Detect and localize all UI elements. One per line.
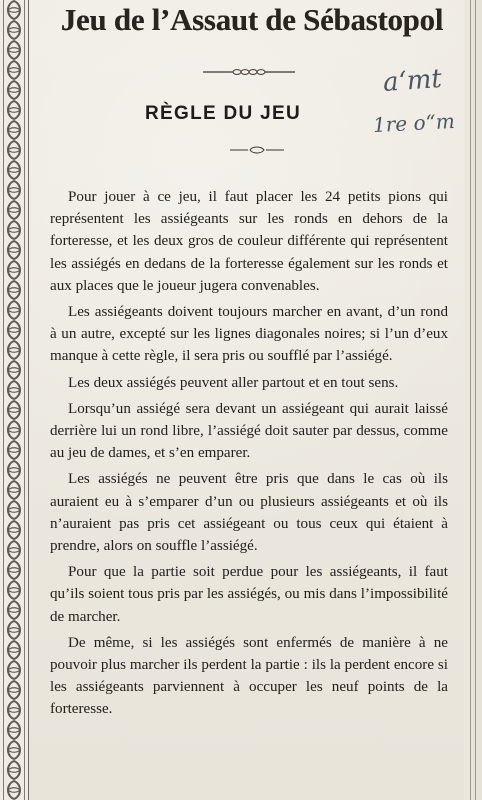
- rules-heading: RÈGLE DU JEU: [145, 103, 302, 124]
- ornament-divider-bottom: [230, 144, 284, 156]
- ornament-divider-top: [203, 66, 295, 78]
- rule-paragraph-3: Les deux assiégés peuvent aller partout et en tout sens.: [68, 374, 399, 391]
- decorative-left-border: [0, 0, 29, 800]
- rule-paragraph-4: Lorsqu’un assiégé sera devant un assiégeant qui aurait laissé derrière lui un rond libre, l’assiégé doit sauter par dessus, comme au jeu de dames, et s’en emparer.: [50, 400, 448, 462]
- rule-paragraph-7: De même, si les assiégés sont enfermés de manière à ne pouvoir plus marcher ils perdent la partie : ils la perdent encore si les assiégeants parviennent à occuper les neuf points de la forteresse.: [50, 634, 448, 718]
- rule-paragraph-2: Les assiégeants doivent toujours marcher en avant, d’un rond à un autre, excepté sur les lignes diagonales noires; si l’un d’eux manque à cette règle, il sera pris ou soufflé par l’assiégé.: [50, 304, 448, 365]
- decorative-right-border: [464, 0, 482, 800]
- handwritten-note-2: 1re o“m: [372, 108, 456, 138]
- rules-text-block: [50, 186, 448, 721]
- rule-paragraph-1: Pour jouer à ce jeu, il faut placer les 24 petits pions qui représentent les assiégeants sur les ronds en dehors de la forteresse, et les deux gros de couleur différente qui représentent les assiégés en dedans de la forteresse également sur les ronds et aux places que le joueur jugera convenables.: [50, 189, 448, 294]
- rule-paragraph-6: Pour que la partie soit perdue pour les assiégeants, il faut qu’ils soient tous pris par les assiégés, ou mis dans l’impossibilité de marcher.: [50, 564, 448, 625]
- rule-paragraph-5: Les assiégés ne peuvent être pris que dans le cas où ils auraient eu à s’emparer d’un ou plusieurs assiégeants et où ils n’auraient pas pris cet assiégeant ou tous ceux qui étaient à prendre, alors on souffle l’assiégé.: [50, 471, 448, 555]
- page-title: Jeu de l’Assaut de Sébastopol: [60, 2, 444, 37]
- handwritten-note-1: a‘mt: [382, 63, 443, 99]
